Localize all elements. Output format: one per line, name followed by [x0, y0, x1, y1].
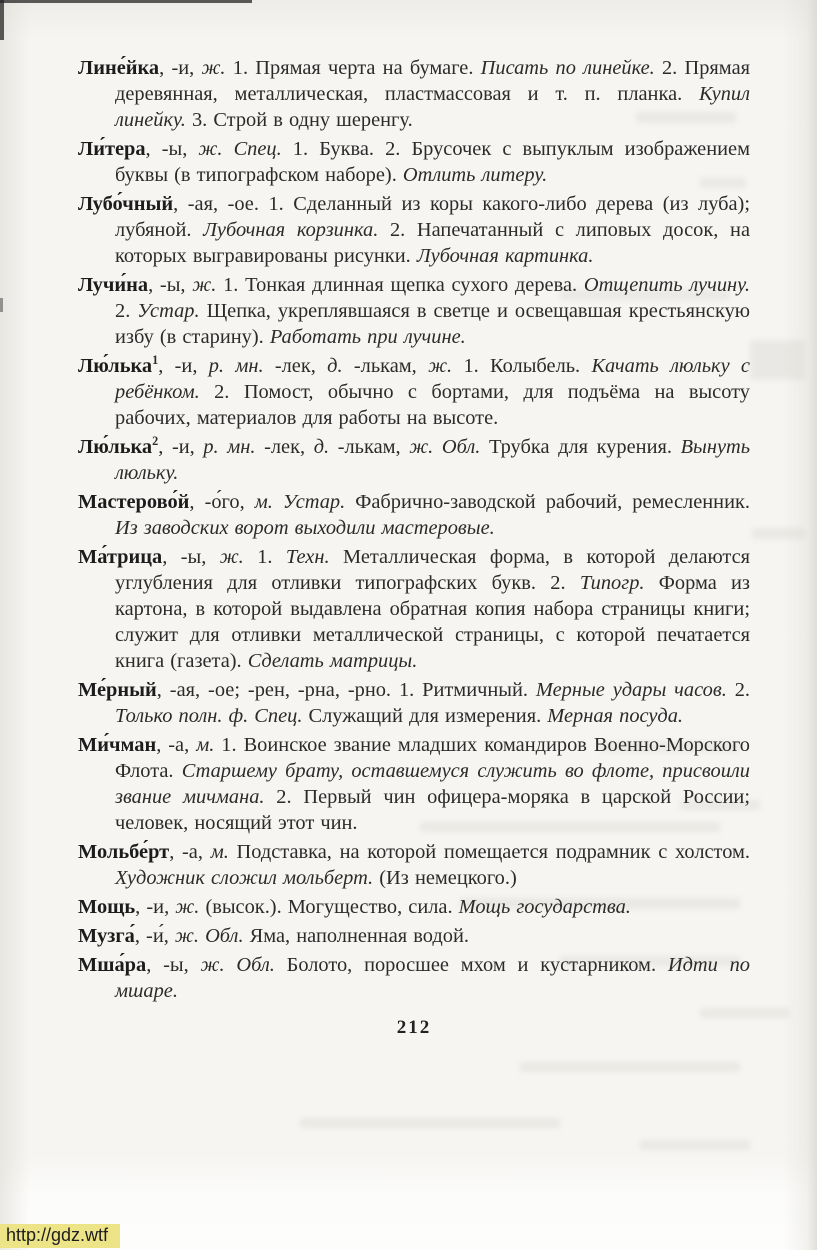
- text-segment: Форма из картона, в которой выдавлена обратная копия набора страницы книги; служит для отливки металлической страницы, с которой печатается книга (газета).: [115, 572, 750, 672]
- scan-edge-artifact: [0, 0, 4, 40]
- headword: Лю́лька: [78, 436, 153, 458]
- headword: Мша́ра: [78, 954, 147, 976]
- dictionary-entry: [78, 677, 750, 729]
- italic-segment: ж.: [219, 546, 244, 568]
- headword: Мольбе́рт: [78, 841, 170, 863]
- italic-segment: Только полн. ф. Спец.: [115, 705, 303, 727]
- text-segment: , -и,: [158, 436, 204, 458]
- headword: Лине́йка: [78, 57, 160, 79]
- dictionary-entry: [78, 55, 750, 133]
- text-segment: , -и,: [135, 896, 176, 918]
- text-segment: 2.: [115, 300, 138, 322]
- dictionary-entry: [78, 136, 750, 188]
- text-segment: (высок.). Могущество, сила.: [199, 896, 459, 918]
- text-segment: , -ы,: [148, 274, 193, 296]
- bleed-through-artifact: [752, 528, 806, 539]
- italic-segment: Писать по линейке.: [480, 57, 655, 79]
- text-segment: 2. Первый чин офицера-моряка в царской России; человек, носящий этот чин.: [115, 786, 751, 834]
- italic-segment: Художник сложил мольберт.: [115, 867, 374, 889]
- italic-segment: м. Устар.: [254, 491, 346, 513]
- text-segment: 2. Напечатанный с липовых досок, на которых выгравированы рисунки.: [115, 219, 750, 267]
- italic-segment: р. мн.: [208, 355, 264, 377]
- text-segment: , -и,: [158, 355, 209, 377]
- text-segment: 1.: [243, 546, 286, 568]
- italic-segment: ж.: [201, 57, 226, 79]
- text-segment: , -а,: [156, 734, 197, 756]
- italic-segment: Старшему брату, оставшемуся служить во флоте, присвоили звание мичмана.: [115, 760, 750, 808]
- dictionary-entry: [78, 923, 750, 949]
- text-segment: 1. Тонкая длинная щепка сухого дерева.: [216, 274, 584, 296]
- italic-segment: Купил линейку.: [115, 83, 750, 131]
- italic-segment: м.: [196, 734, 215, 756]
- text-segment: 1. Буква. 2. Брусочек с выпуклым изображением буквы (в типографском наборе).: [115, 138, 750, 186]
- italic-segment: Качать люльку с ребёнком.: [115, 355, 750, 403]
- text-segment: -лек,: [255, 436, 314, 458]
- italic-segment: Вынуть люльку.: [115, 436, 751, 484]
- headword: Лубо́чный: [78, 193, 174, 215]
- italic-segment: Мощь государства.: [458, 896, 631, 918]
- headword: Ми́чман: [78, 734, 157, 756]
- text-segment: Болото, поросшее мхом и кустарником.: [274, 954, 668, 976]
- italic-segment: р. мн.: [203, 436, 256, 458]
- italic-segment: Мерные удары часов.: [535, 679, 727, 701]
- italic-segment: Отщепить лучину.: [583, 274, 750, 296]
- text-segment: Фабрично-заводской рабочий, ремесленник.: [345, 491, 750, 513]
- page-number: 212: [396, 1017, 432, 1038]
- text-segment: -лькам,: [329, 436, 410, 458]
- dictionary-entry: [78, 489, 750, 541]
- text-segment: 1. Колыбель.: [452, 355, 592, 377]
- dictionary-entry: [78, 434, 750, 486]
- text-segment: Трубка для курения.: [480, 436, 681, 458]
- dictionary-entry: [78, 952, 750, 1004]
- italic-segment: Сделать матрицы.: [247, 650, 418, 672]
- text-segment: 1. Воинское звание младших командиров Военно-Морского Флота.: [115, 734, 750, 782]
- dictionary-entry: [78, 191, 750, 269]
- italic-segment: Из заводских ворот выходили мастеровые.: [115, 517, 495, 539]
- bleed-through-artifact: [300, 1118, 560, 1128]
- homonym-superscript: 2: [152, 434, 159, 449]
- italic-segment: д.: [327, 355, 343, 377]
- dictionary-entries: [78, 55, 750, 1004]
- italic-segment: ж. Обл.: [174, 925, 244, 947]
- italic-segment: ж. Обл.: [200, 954, 275, 976]
- bleed-through-artifact: [750, 340, 806, 380]
- text-segment: 2. Прямая деревянная, металлическая, пластмассовая и т. п. планка.: [115, 57, 750, 105]
- headword: Лю́лька: [78, 355, 153, 377]
- watermark-url: http://gdz.wtf: [0, 1224, 120, 1248]
- homonym-superscript: 1: [152, 353, 159, 368]
- dictionary-entry: [78, 544, 750, 674]
- italic-segment: ж. Обл.: [409, 436, 481, 458]
- text-segment: 2. Помост, обычно с бортами, для подъёма на высоту рабочих, материалов для работы на высоте.: [115, 381, 750, 429]
- text-segment: 1. Прямая черта на бумаге.: [225, 57, 481, 79]
- italic-segment: Лубочная корзинка.: [203, 219, 379, 241]
- text-segment: Металлическая форма, в которой делаются углубления для отливки типографских букв. 2.: [115, 546, 751, 594]
- italic-segment: Устар.: [137, 300, 200, 322]
- headword: Ме́рный: [78, 679, 157, 701]
- italic-segment: Идти по мшаре.: [115, 954, 750, 1002]
- text-segment: -лькам,: [342, 355, 429, 377]
- dictionary-entry: [78, 839, 750, 891]
- text-segment: (Из немецкого.): [373, 867, 517, 889]
- bleed-through-artifact: [520, 1062, 740, 1072]
- text-segment: , -ы,: [146, 954, 201, 976]
- italic-segment: Мерная посуда.: [547, 705, 684, 727]
- italic-segment: ж.: [192, 274, 217, 296]
- italic-segment: ж. Спец.: [198, 138, 282, 160]
- italic-segment: Техн.: [285, 546, 330, 568]
- text-segment: , -ы,: [145, 138, 199, 160]
- italic-segment: ж.: [428, 355, 453, 377]
- text-segment: , -ая, -ое; -рен, -рна, -рно. 1. Ритмичный.: [156, 679, 536, 701]
- headword: Мощь: [78, 896, 136, 918]
- italic-segment: Работать при лучине.: [269, 326, 466, 348]
- text-segment: Служащий для измерения.: [302, 705, 548, 727]
- dictionary-entry: [78, 272, 750, 350]
- text-segment: , -и,: [159, 57, 202, 79]
- text-segment: , -и́,: [134, 925, 175, 947]
- text-segment: Подставка, на которой помещается подрамник с холстом.: [228, 841, 750, 863]
- text-segment: , -ы,: [162, 546, 220, 568]
- text-segment: , -о́го,: [189, 491, 255, 513]
- text-segment: Яма, наполненная водой.: [243, 925, 469, 947]
- text-segment: Щепка, укреплявшаяся в светце и освещавшая крестьянскую избу (в старину).: [115, 300, 750, 348]
- headword: Ма́трица: [78, 546, 163, 568]
- dictionary-entry: [78, 353, 750, 431]
- text-segment: 3. Строй в одну шеренгу.: [185, 109, 413, 131]
- dictionary-entry: [78, 732, 750, 836]
- headword: Музга́: [78, 925, 135, 947]
- text-segment: 2.: [726, 679, 751, 701]
- headword: Мастерово́й: [78, 491, 190, 513]
- bleed-through-artifact: [640, 1140, 750, 1150]
- italic-segment: Отлить литеру.: [402, 164, 548, 186]
- italic-segment: Типогр.: [579, 572, 645, 594]
- italic-segment: м.: [210, 841, 229, 863]
- dictionary-column: [78, 55, 750, 1039]
- dictionary-entry: [78, 894, 750, 920]
- italic-segment: ж.: [175, 896, 200, 918]
- italic-segment: д.: [313, 436, 330, 458]
- headword: Лучи́на: [78, 274, 149, 296]
- scan-edge-artifact: [0, 0, 252, 3]
- headword: Ли́тера: [78, 138, 146, 160]
- text-segment: , -ая, -ое. 1. Сделанный из коры какого-либо дерева (из луба); лубяной.: [115, 193, 750, 241]
- text-segment: -лек,: [263, 355, 328, 377]
- italic-segment: Лубочная картинка.: [416, 245, 594, 267]
- text-segment: , -а,: [169, 841, 211, 863]
- scan-edge-artifact: [0, 298, 3, 312]
